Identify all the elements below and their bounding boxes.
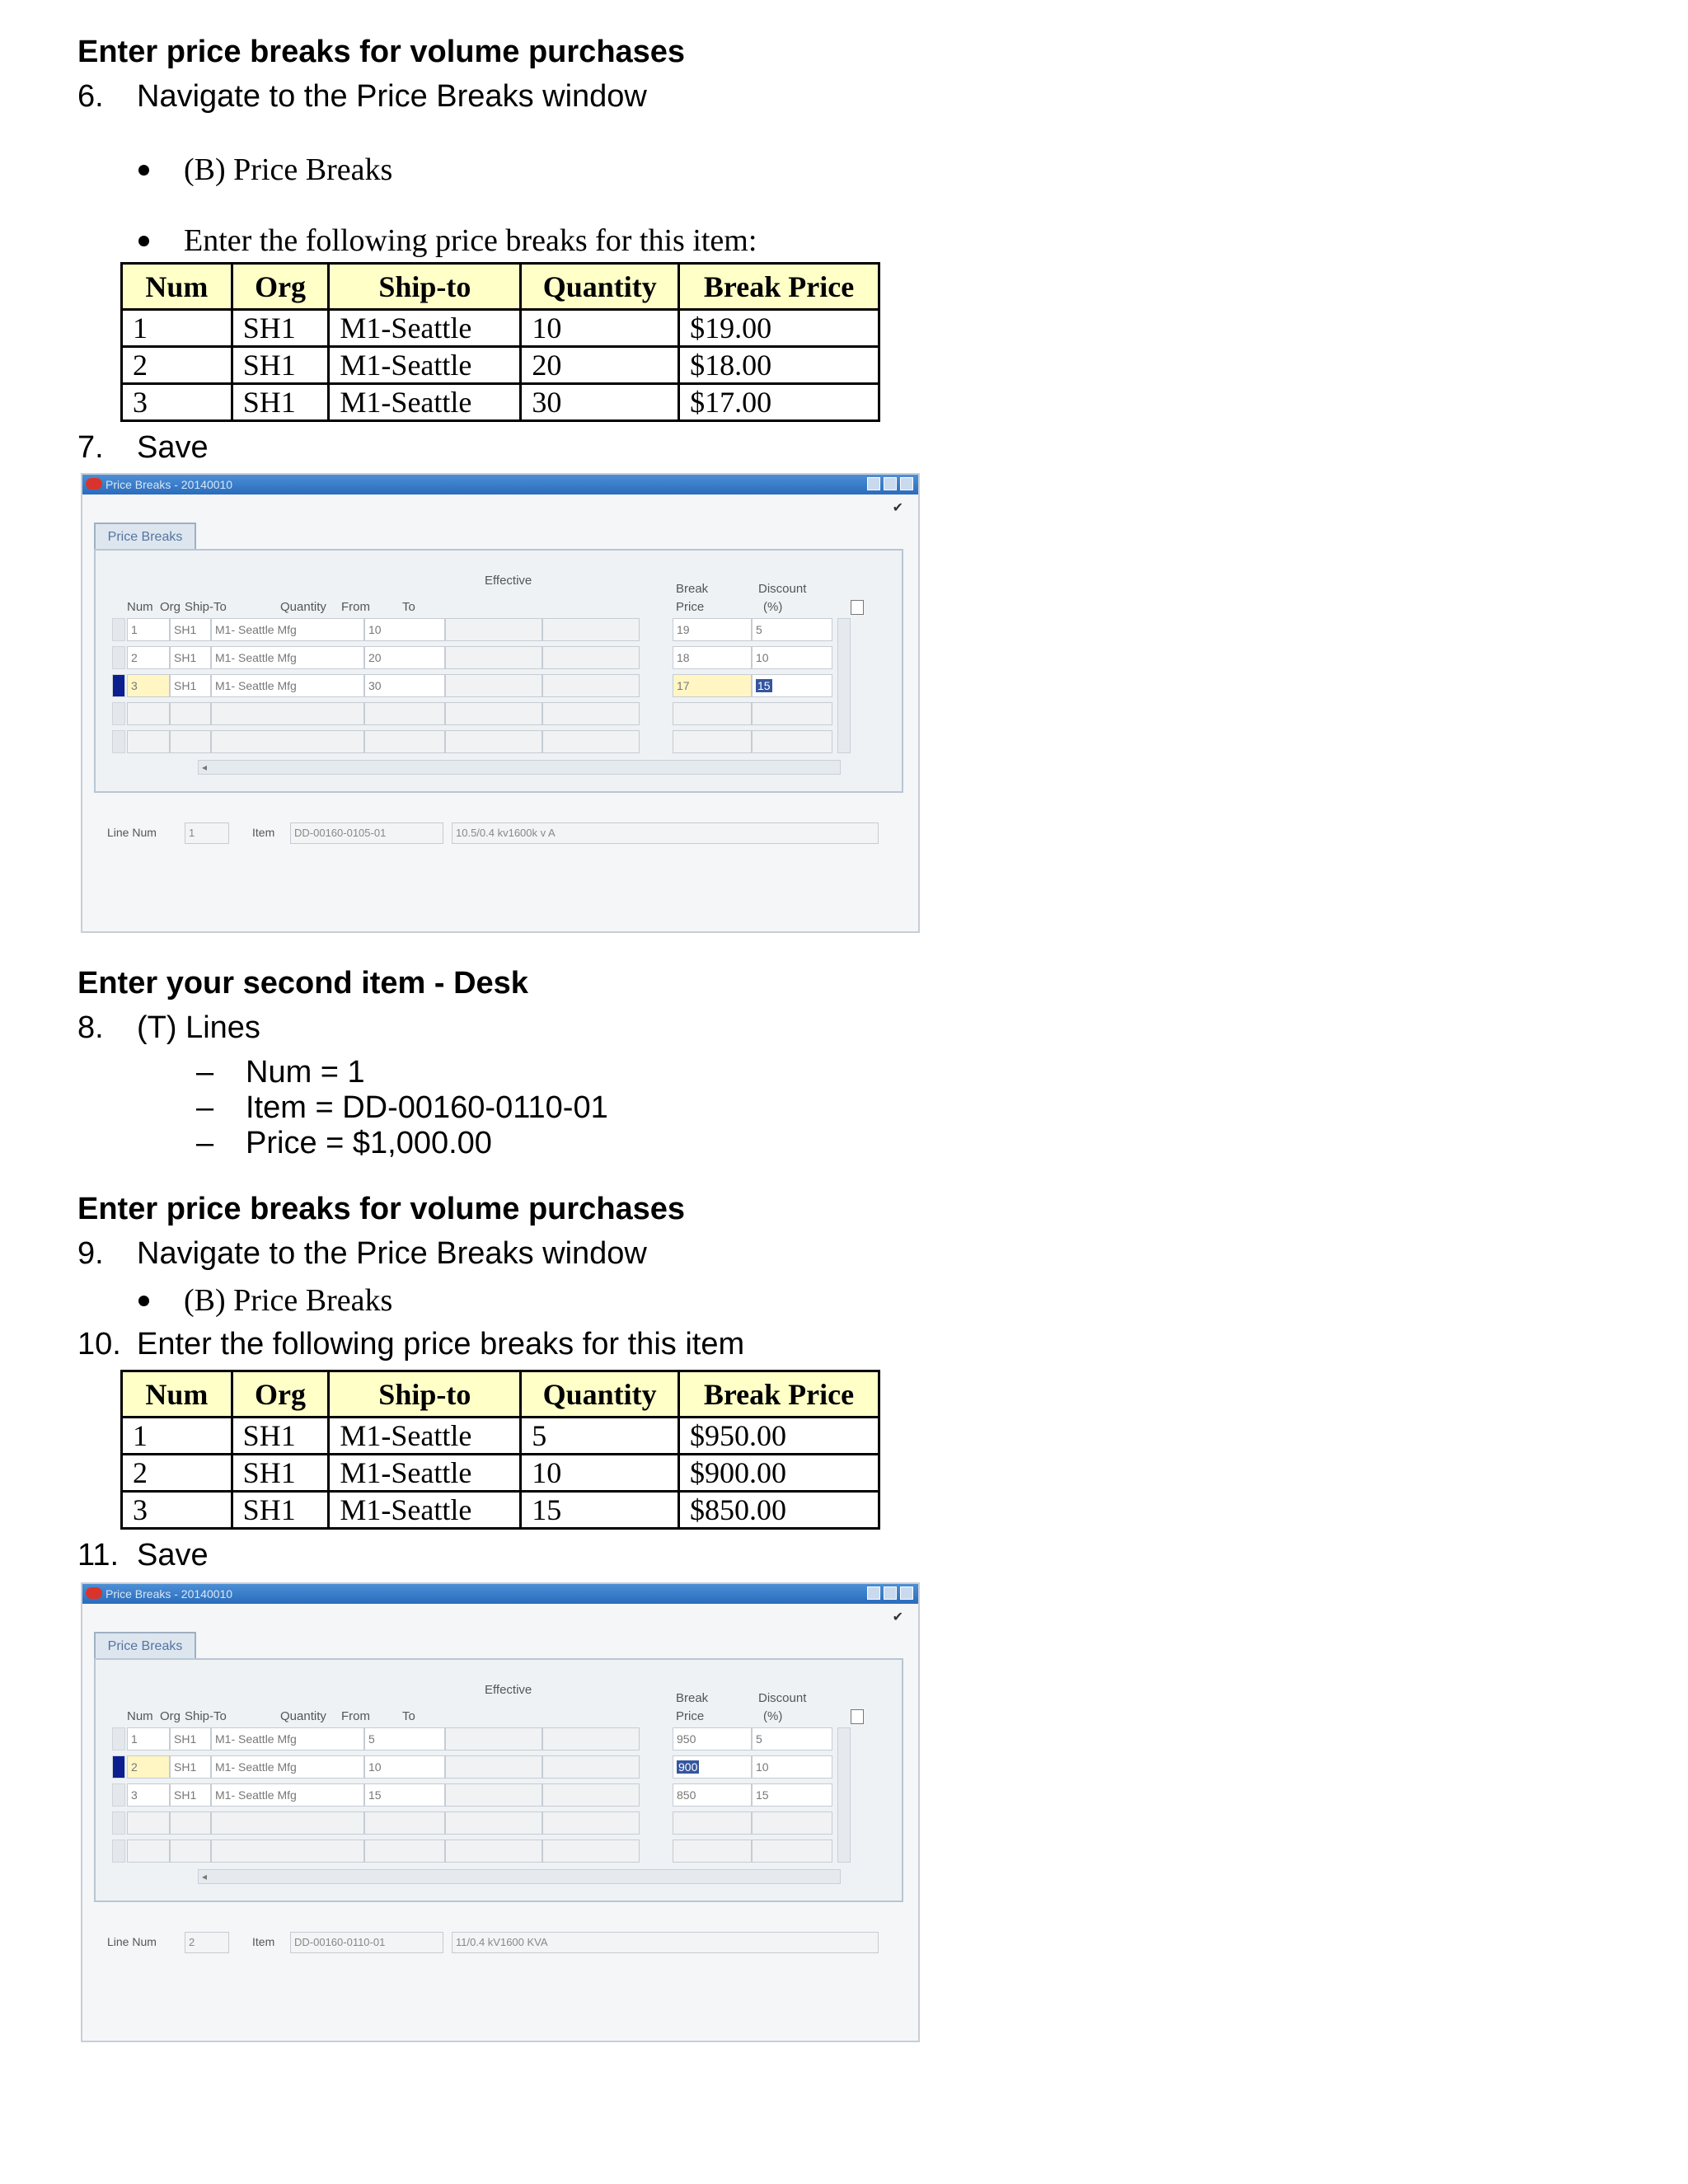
tab-price-breaks[interactable]: Price Breaks [94, 1632, 196, 1660]
step-7 [77, 430, 209, 466]
header-discount: Discount [758, 1691, 807, 1705]
minimize-icon[interactable] [867, 1586, 880, 1600]
from-date-cell[interactable] [445, 674, 542, 697]
table-header: Ship-to [329, 1371, 521, 1418]
to-date-cell[interactable] [542, 730, 640, 753]
table-header: Org [232, 264, 329, 310]
step-11 [77, 1538, 209, 1573]
step-text: Save [137, 430, 209, 465]
row-marker[interactable] [112, 730, 125, 753]
from-date-cell[interactable] [445, 1755, 542, 1779]
descriptive-flexfield-checkbox[interactable] [851, 1709, 864, 1724]
bullet-dot [138, 236, 149, 246]
header-org: Org [160, 1709, 181, 1723]
org-cell[interactable] [170, 702, 211, 725]
bullet-item [138, 223, 757, 259]
table-cell: SH1 [232, 310, 329, 347]
price-cell[interactable] [673, 1811, 752, 1835]
discount-cell[interactable] [752, 1811, 832, 1835]
table-cell: 10 [521, 1455, 679, 1492]
step-text: Navigate to the Price Breaks window [137, 1236, 647, 1271]
price-breaks-panel [94, 549, 903, 793]
table-cell: SH1 [232, 1418, 329, 1455]
header-to: To [402, 1709, 415, 1723]
table-header-row [122, 1371, 879, 1418]
vertical-scrollbar[interactable] [837, 1727, 851, 1863]
org-cell[interactable]: SH1 [170, 646, 211, 669]
num-cell[interactable]: 1 [127, 618, 170, 641]
to-date-cell[interactable] [542, 1811, 640, 1835]
table-cell: 2 [122, 347, 232, 384]
table-header: Num [122, 264, 232, 310]
price-cell[interactable] [673, 1840, 752, 1863]
oracle-logo-icon [86, 1587, 102, 1599]
table-header: Break Price [678, 1371, 879, 1418]
item-field: DD-00160-0110-01 [290, 1932, 443, 1953]
close-icon[interactable] [900, 1586, 913, 1600]
line-num-label: Line Num [107, 826, 157, 839]
section-heading: Enter your second item - Desk [77, 966, 528, 1001]
bullet-item [138, 1282, 392, 1319]
num-cell[interactable]: 3 [127, 1783, 170, 1807]
bullet-text: Enter the following price breaks for this item: [184, 223, 757, 258]
org-cell[interactable]: SH1 [170, 618, 211, 641]
window-titlebar [82, 1584, 918, 1604]
table-cell: $900.00 [678, 1455, 879, 1492]
bullet-dot [138, 165, 149, 176]
row-marker[interactable] [112, 1727, 125, 1750]
quantity-cell[interactable] [364, 1840, 445, 1863]
ship-to-cell[interactable]: M1- Seattle Mfg [211, 646, 364, 669]
discount-cell[interactable]: 15 [752, 1783, 832, 1807]
dash-text: Item = DD-00160-0110-01 [246, 1090, 608, 1125]
step-8 [77, 1010, 260, 1046]
maximize-icon[interactable] [884, 1586, 897, 1600]
step-number: 8. [77, 1010, 104, 1045]
table-cell: SH1 [232, 347, 329, 384]
table-cell: 5 [521, 1418, 679, 1455]
price-cell[interactable]: 850 [673, 1783, 752, 1807]
step-9 [77, 1236, 647, 1272]
from-date-cell[interactable] [445, 618, 542, 641]
to-date-cell[interactable] [542, 1755, 640, 1779]
selected-value: 900 [678, 1760, 698, 1774]
quantity-cell[interactable] [364, 1811, 445, 1835]
header-pct: (%) [763, 600, 783, 614]
ship-to-cell[interactable]: M1- Seattle Mfg [211, 1783, 364, 1807]
discount-cell[interactable]: 5 [752, 1727, 832, 1750]
header-num: Num [127, 1709, 153, 1723]
table-row [122, 1455, 879, 1492]
table-header: Quantity [521, 1371, 679, 1418]
step-text: (T) Lines [137, 1010, 260, 1045]
minimize-icon[interactable] [867, 477, 880, 490]
current-row-marker[interactable] [112, 1755, 125, 1779]
from-date-cell[interactable] [445, 730, 542, 753]
window-title: Price Breaks - 20140010 [106, 478, 233, 491]
price-cell[interactable] [673, 702, 752, 725]
bullet-text: (B) Price Breaks [184, 1283, 393, 1318]
step-text: Enter the following price breaks for this item [137, 1327, 745, 1361]
ship-to-cell[interactable] [211, 730, 364, 753]
table-cell: SH1 [232, 1455, 329, 1492]
price-cell[interactable] [673, 1755, 752, 1779]
header-to: To [402, 600, 415, 614]
price-breaks-panel [94, 1658, 903, 1902]
table-cell: M1-Seattle [329, 347, 521, 384]
discount-cell[interactable] [752, 674, 832, 697]
close-icon[interactable] [900, 477, 913, 490]
step-6 [77, 79, 647, 115]
table-cell: $18.00 [679, 347, 879, 384]
dash-text: Price = $1,000.00 [246, 1126, 492, 1160]
from-date-cell[interactable] [445, 1811, 542, 1835]
table-cell: M1-Seattle [329, 1492, 521, 1529]
header-org: Org [160, 600, 181, 614]
price-cell[interactable]: 17 [673, 674, 752, 697]
table-cell: SH1 [232, 1492, 329, 1529]
num-cell[interactable] [127, 702, 170, 725]
table-cell: $17.00 [679, 384, 879, 421]
ship-to-cell[interactable]: M1- Seattle Mfg [211, 618, 364, 641]
header-quantity: Quantity [280, 1709, 326, 1723]
table-cell: 1 [122, 310, 232, 347]
step-number: 9. [77, 1236, 104, 1271]
header-quantity: Quantity [280, 600, 326, 614]
section-heading: Enter price breaks for volume purchases [77, 1192, 686, 1226]
row-marker[interactable] [112, 646, 125, 669]
table-row [122, 1418, 879, 1455]
table-cell: SH1 [232, 384, 329, 421]
table-header: Ship-to [329, 264, 521, 310]
maximize-icon[interactable] [884, 477, 897, 490]
tab-price-breaks[interactable]: Price Breaks [94, 523, 196, 551]
price-breaks-table [120, 262, 880, 422]
table-cell: 30 [521, 384, 679, 421]
selected-value: 15 [757, 679, 771, 692]
window-title: Price Breaks - 20140010 [106, 1587, 233, 1601]
header-discount: Discount [758, 582, 807, 596]
table-header: Break Price [679, 264, 879, 310]
table-row [122, 384, 879, 421]
price-cell[interactable]: 950 [673, 1727, 752, 1750]
dash-item [196, 1126, 492, 1161]
table-row [122, 1492, 879, 1529]
vertical-scrollbar[interactable] [837, 618, 851, 753]
quantity-cell[interactable] [364, 702, 445, 725]
bullet-dot [138, 1296, 149, 1306]
quantity-cell[interactable]: 30 [364, 674, 445, 697]
table-cell: $950.00 [678, 1418, 879, 1455]
ship-to-cell[interactable] [211, 1811, 364, 1835]
horizontal-scrollbar[interactable]: ◂ [198, 760, 841, 775]
header-ship-to: Ship-To [185, 1709, 227, 1723]
to-date-cell[interactable] [542, 1783, 640, 1807]
line-num-label: Line Num [107, 1935, 157, 1948]
org-cell[interactable]: SH1 [170, 1755, 211, 1779]
bullet-item [138, 152, 392, 188]
quantity-cell[interactable] [364, 730, 445, 753]
header-from: From [341, 1709, 370, 1723]
org-cell[interactable] [170, 1840, 211, 1863]
price-breaks-table [120, 1370, 880, 1530]
header-break: Break [676, 1691, 709, 1705]
from-date-cell[interactable] [445, 646, 542, 669]
num-cell[interactable]: 2 [127, 646, 170, 669]
ship-to-cell[interactable]: M1- Seattle Mfg [211, 1727, 364, 1750]
header-price: Price [676, 1709, 705, 1723]
ship-to-cell[interactable] [211, 702, 364, 725]
to-date-cell[interactable] [542, 674, 640, 697]
row-marker[interactable] [112, 618, 125, 641]
org-cell[interactable]: SH1 [170, 674, 211, 697]
price-cell[interactable] [673, 730, 752, 753]
step-text: Navigate to the Price Breaks window [137, 79, 647, 114]
dash-text: Num = 1 [246, 1055, 365, 1090]
table-cell: M1-Seattle [329, 1418, 521, 1455]
org-cell[interactable]: SH1 [170, 1727, 211, 1750]
step-number: 6. [77, 79, 104, 114]
step-number: 10. [77, 1327, 121, 1361]
horizontal-scrollbar[interactable]: ◂ [198, 1869, 841, 1884]
descriptive-flexfield-checkbox[interactable] [851, 600, 864, 615]
line-num-field: 1 [185, 823, 229, 844]
table-cell: $850.00 [678, 1492, 879, 1529]
discount-cell[interactable]: 10 [752, 646, 832, 669]
line-num-field: 2 [185, 1932, 229, 1953]
ship-to-cell[interactable] [211, 1840, 364, 1863]
header-price: Price [676, 600, 705, 614]
discount-cell[interactable] [752, 702, 832, 725]
header-break: Break [676, 582, 709, 596]
num-cell[interactable] [127, 1840, 170, 1863]
row-marker[interactable] [112, 702, 125, 725]
from-date-cell[interactable] [445, 1840, 542, 1863]
from-date-cell[interactable] [445, 702, 542, 725]
header-ship-to: Ship-To [185, 600, 227, 614]
num-cell[interactable] [127, 730, 170, 753]
table-cell: M1-Seattle [329, 310, 521, 347]
org-cell[interactable]: SH1 [170, 1783, 211, 1807]
item-label: Item [252, 826, 275, 839]
row-marker[interactable] [112, 1811, 125, 1835]
header-from: From [341, 600, 370, 614]
num-cell[interactable]: 3 [127, 674, 170, 697]
discount-cell[interactable]: 10 [752, 1755, 832, 1779]
to-date-cell[interactable] [542, 702, 640, 725]
table-header-row [122, 264, 879, 310]
step-number: 11. [77, 1538, 120, 1572]
row-marker[interactable] [112, 1840, 125, 1863]
oracle-logo-icon [86, 478, 102, 490]
current-row-marker[interactable] [112, 674, 125, 697]
table-row [122, 347, 879, 384]
price-breaks-window [81, 473, 920, 933]
to-date-cell[interactable] [542, 618, 640, 641]
quantity-cell[interactable]: 10 [364, 1755, 445, 1779]
org-cell[interactable] [170, 1811, 211, 1835]
table-cell: 15 [521, 1492, 679, 1529]
header-num: Num [127, 600, 153, 614]
checkmark-icon: ✔ [892, 501, 903, 515]
step-number: 7. [77, 430, 104, 465]
table-cell: 1 [122, 1418, 232, 1455]
table-cell: M1-Seattle [329, 1455, 521, 1492]
ship-to-cell[interactable]: M1- Seattle Mfg [211, 1755, 364, 1779]
table-cell: M1-Seattle [329, 384, 521, 421]
num-cell[interactable]: 2 [127, 1755, 170, 1779]
item-description-field: 11/0.4 kV1600 KVA [452, 1932, 879, 1953]
discount-cell[interactable] [752, 730, 832, 753]
header-effective: Effective [485, 574, 532, 588]
table-cell: 10 [521, 310, 679, 347]
from-date-cell[interactable] [445, 1727, 542, 1750]
from-date-cell[interactable] [445, 1783, 542, 1807]
header-effective: Effective [485, 1683, 532, 1697]
num-cell[interactable]: 1 [127, 1727, 170, 1750]
dash-item [196, 1055, 365, 1090]
to-date-cell[interactable] [542, 1727, 640, 1750]
discount-cell[interactable] [752, 1840, 832, 1863]
window-titlebar [82, 475, 918, 494]
table-cell: 2 [122, 1455, 232, 1492]
price-cell[interactable]: 19 [673, 618, 752, 641]
ship-to-cell[interactable]: M1- Seattle Mfg [211, 674, 364, 697]
table-header: Org [232, 1371, 329, 1418]
header-pct: (%) [763, 1709, 783, 1723]
step-text: Save [137, 1538, 209, 1572]
discount-cell[interactable]: 5 [752, 618, 832, 641]
price-cell[interactable]: 18 [673, 646, 752, 669]
item-field: DD-00160-0105-01 [290, 823, 443, 844]
dash-glyph: – [196, 1090, 214, 1125]
item-label: Item [252, 1935, 275, 1948]
table-cell: 3 [122, 1492, 232, 1529]
price-breaks-window [81, 1582, 920, 2042]
quantity-cell[interactable]: 15 [364, 1783, 445, 1807]
bullet-text: (B) Price Breaks [184, 152, 393, 187]
to-date-cell[interactable] [542, 646, 640, 669]
step-10 [77, 1327, 745, 1362]
table-cell: 20 [521, 347, 679, 384]
table-row [122, 310, 879, 347]
table-header: Quantity [521, 264, 679, 310]
quantity-cell[interactable]: 20 [364, 646, 445, 669]
row-marker[interactable] [112, 1783, 125, 1807]
table-cell: $19.00 [679, 310, 879, 347]
dash-item [196, 1090, 608, 1126]
table-cell: 3 [122, 384, 232, 421]
dash-glyph: – [196, 1126, 214, 1160]
table-header: Num [122, 1371, 232, 1418]
checkmark-icon: ✔ [892, 1610, 903, 1624]
org-cell[interactable] [170, 730, 211, 753]
section-heading: Enter price breaks for volume purchases [77, 35, 686, 69]
quantity-cell[interactable]: 5 [364, 1727, 445, 1750]
to-date-cell[interactable] [542, 1840, 640, 1863]
item-description-field: 10.5/0.4 kv1600k v A [452, 823, 879, 844]
dash-glyph: – [196, 1055, 214, 1090]
quantity-cell[interactable]: 10 [364, 618, 445, 641]
num-cell[interactable] [127, 1811, 170, 1835]
